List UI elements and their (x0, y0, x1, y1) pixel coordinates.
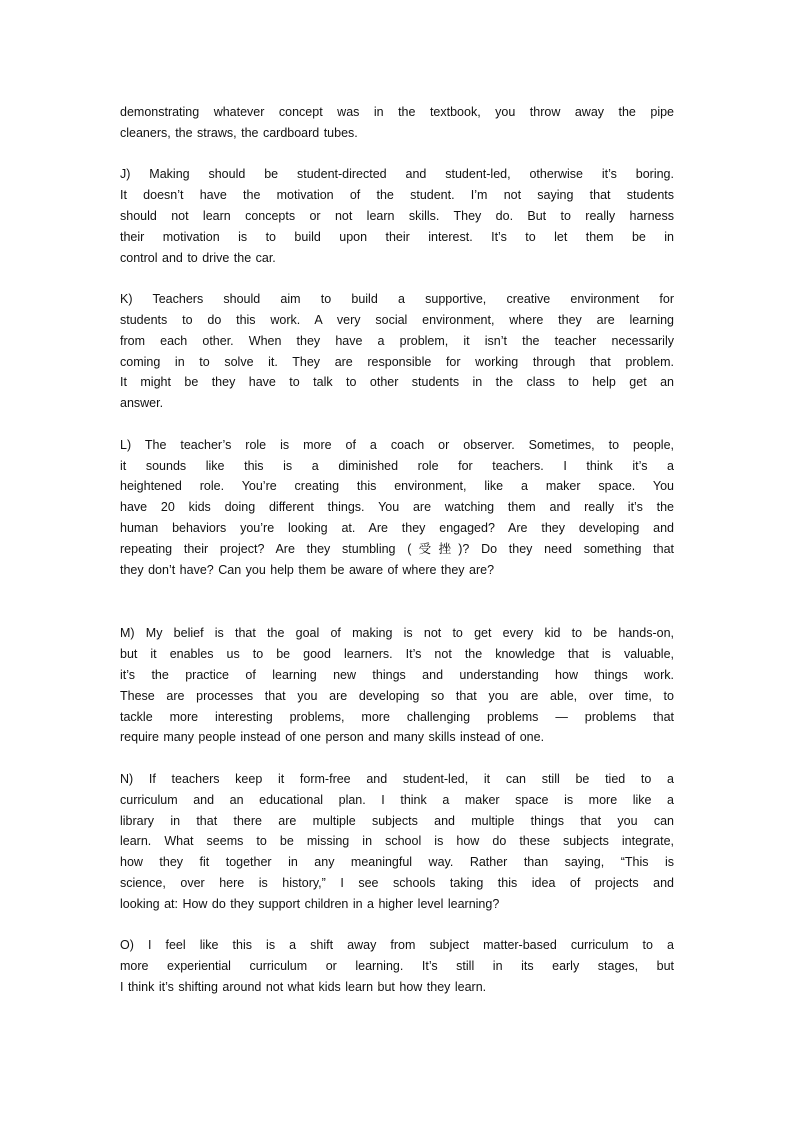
text-line: O) I feel like this is a shift away from subject matter-based curriculum to a (120, 938, 674, 953)
text-line: answer. (120, 396, 164, 411)
text-line: require many people instead of one person and many skills instead of one. (120, 730, 545, 745)
text-line: students to do this work. A very social environment, where they are learning (120, 312, 674, 327)
text-line: should not learn concepts or not learn skills. They do. But to really harness (120, 208, 674, 223)
paragraph-j (120, 164, 674, 268)
text-line: These are processes that you are developing so that you are able, over time, to (120, 688, 674, 703)
text-line: It might be they have to talk to other students in the class to help get an (120, 375, 674, 390)
text-line: they don’t have? Can you help them be aware of where they are? (120, 562, 495, 577)
text-line: control and to drive the car. (120, 250, 276, 265)
text-line: L) The teacher’s role is more of a coach or observer. Sometimes, to people, (120, 437, 674, 452)
text-line: but it enables us to be good learners. It’s not the knowledge that is valuable, (120, 647, 674, 662)
paragraph-k (120, 289, 674, 414)
text-line: it’s the practice of learning new things and understanding how things work. (120, 667, 674, 682)
text-line: cleaners, the straws, the cardboard tubes. (120, 125, 358, 140)
paragraph-o (120, 935, 674, 997)
text-line: library in that there are multiple subjects and multiple things that you can (120, 813, 674, 828)
text-line: heightened role. You’re creating this environment, like a maker space. You (120, 479, 674, 494)
text-line: more experiential curriculum or learning. It’s still in its early stages, but (120, 959, 674, 974)
text-line: K) Teachers should aim to build a supportive, creative environment for (120, 292, 674, 307)
text-line: human behaviors you’re looking at. Are they engaged? Are they developing and (120, 520, 674, 535)
text-line: I think it’s shifting around not what kids learn but how they learn. (120, 979, 487, 994)
text-line: repeating their project? Are they stumbling (受挫)? Do they need something that (120, 541, 674, 556)
text-line: coming in to solve it. They are responsible for working through that problem. (120, 354, 674, 369)
text-line: how they fit together in any meaningful way. Rather than saying, “This is (120, 855, 674, 870)
text-line: It doesn’t have the motivation of the student. I’m not saying that students (120, 188, 674, 203)
text-line: learn. What seems to be missing in school is how do these subjects integrate, (120, 834, 674, 849)
text-line: J) Making should be student-directed and student-led, otherwise it’s boring. (120, 167, 674, 182)
text-line: M) My belief is that the goal of making is not to get every kid to be hands-on, (120, 626, 674, 641)
paragraph-l (120, 435, 674, 581)
paragraph-m (120, 623, 674, 748)
text-line: their motivation is to build upon their interest. It’s to let them be in (120, 229, 674, 244)
text-line: tackle more interesting problems, more challenging problems — problems that (120, 709, 674, 724)
text-line: science, over here is history,” I see schools taking this idea of projects and (120, 875, 674, 890)
document-page (120, 102, 674, 998)
text-line: from each other. When they have a problem, it isn’t the teacher necessarily (120, 333, 674, 348)
text-line: demonstrating whatever concept was in the textbook, you throw away the pipe (120, 105, 674, 119)
text-line: it sounds like this is a diminished role for teachers. I think it’s a (120, 458, 674, 473)
paragraph-n (120, 769, 674, 915)
text-line: curriculum and an educational plan. I think a maker space is more like a (120, 792, 674, 807)
paragraph-i-cont (120, 102, 674, 144)
text-line: looking at: How do they support children in a higher level learning? (120, 896, 500, 911)
text-line: N) If teachers keep it form-free and student-led, it can still be tied to a (120, 771, 674, 786)
text-line: have 20 kids doing different things. You are watching them and really it’s the (120, 500, 674, 515)
